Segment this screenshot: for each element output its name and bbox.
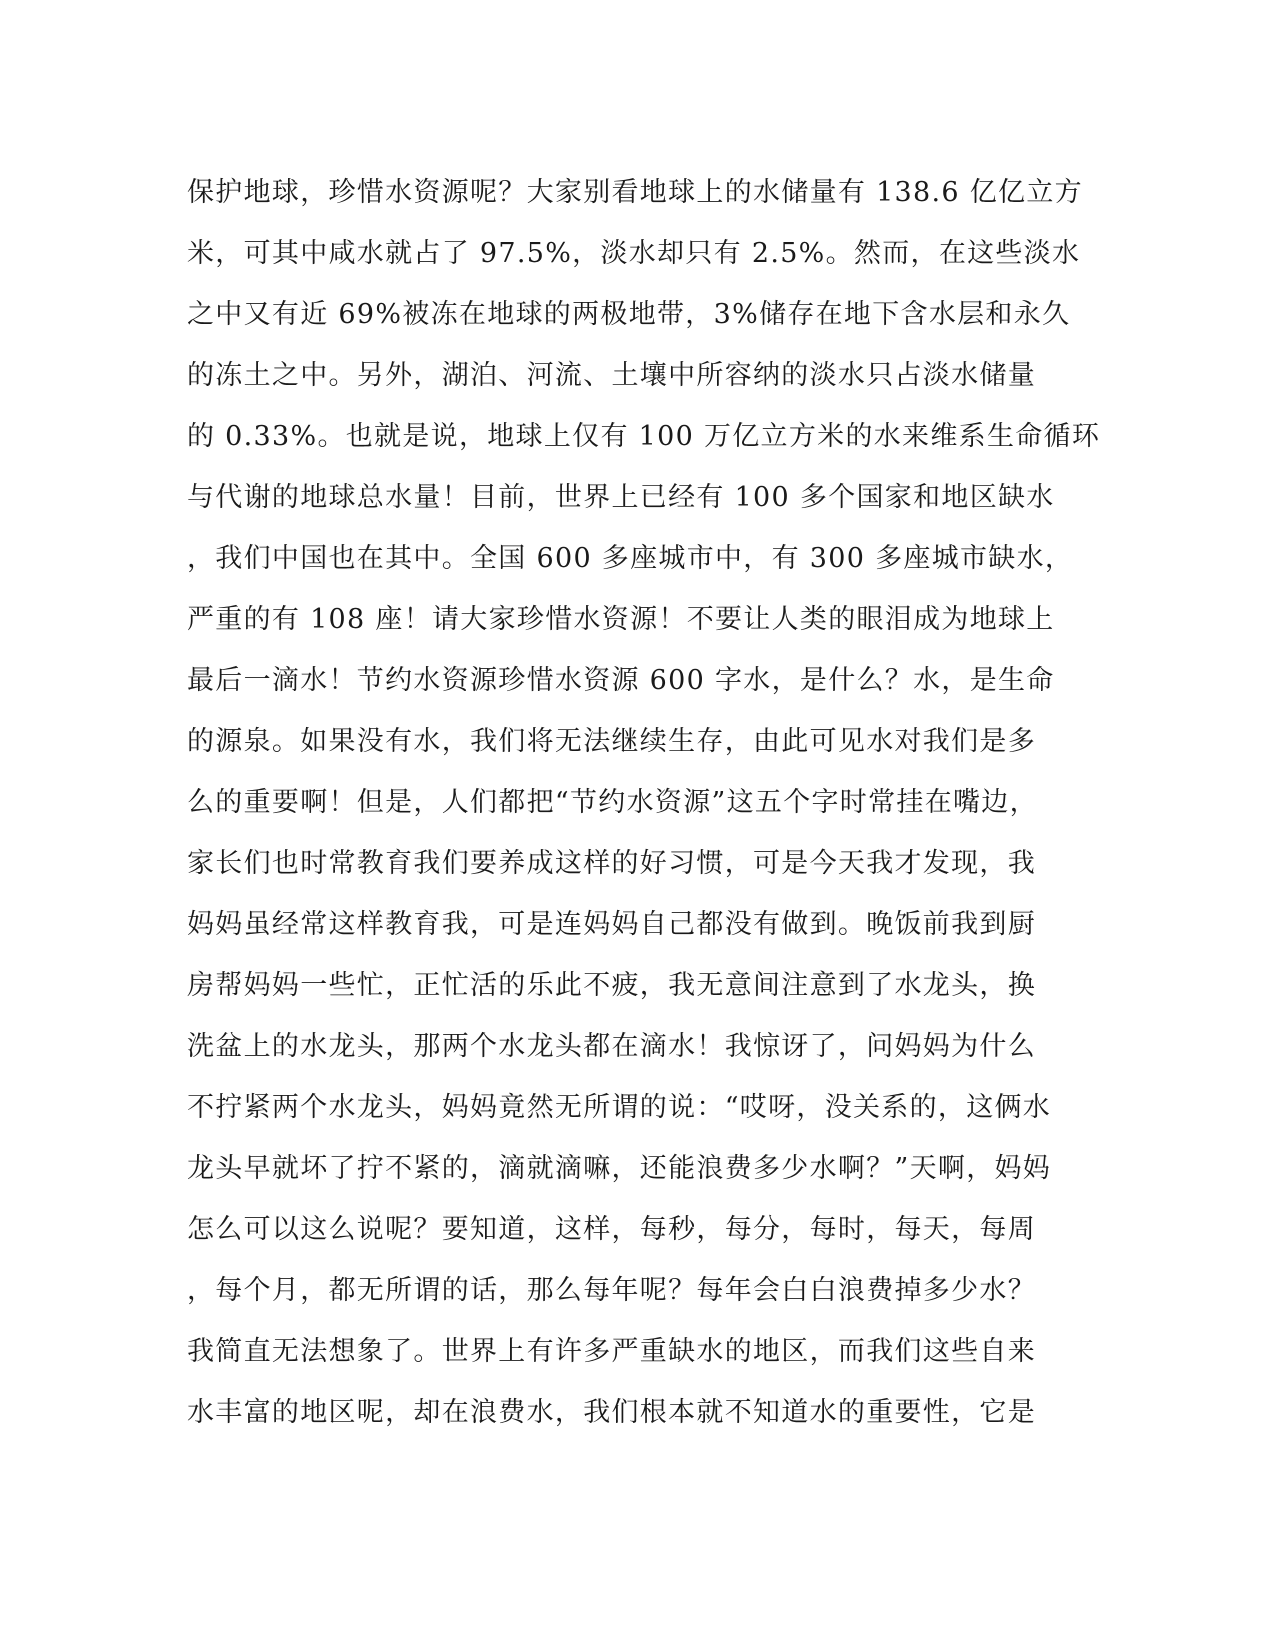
text-line: 保护地球，珍惜水资源呢？大家别看地球上的水储量有 138.6 亿亿立方 [187, 177, 1083, 208]
text-line: 之中又有近 69%被冻在地球的两极地带，3%储存在地下含水层和永久 [187, 299, 1071, 330]
text-line: ，我们中国也在其中。全国 600 多座城市中，有 300 多座城市缺水， [187, 543, 1074, 574]
text-line: 水丰富的地区呢，却在浪费水，我们根本就不知道水的重要性，它是 [187, 1397, 1036, 1428]
text-line: ，每个月，都无所谓的话，那么每年呢？每年会白白浪费掉多少水？ [187, 1275, 1036, 1306]
text-line: 与代谢的地球总水量！目前，世界上已经有 100 多个国家和地区缺水 [187, 482, 1055, 513]
text-line: 的 0.33%。也就是说，地球上仅有 100 万亿立方米的水来维系生命循环 [187, 421, 1101, 452]
text-line: 的冻土之中。另外，湖泊、河流、土壤中所容纳的淡水只占淡水储量 [187, 360, 1036, 391]
text-line: 怎么可以这么说呢？要知道，这样，每秒，每分，每时，每天，每周 [187, 1214, 1036, 1245]
text-line: 不拧紧两个水龙头，妈妈竟然无所谓的说：“哎呀，没关系的，这俩水 [187, 1092, 1052, 1123]
text-line: 洗盆上的水龙头，那两个水龙头都在滴水！我惊讶了，问妈妈为什么 [187, 1031, 1036, 1062]
text-line: 龙头早就坏了拧不紧的，滴就滴嘛，还能浪费多少水啊？”天啊，妈妈 [187, 1153, 1052, 1184]
text-line: 的源泉。如果没有水，我们将无法继续生存，由此可见水对我们是多 [187, 726, 1036, 757]
text-line: 么的重要啊！但是，人们都把“节约水资源”这五个字时常挂在嘴边， [187, 787, 1038, 818]
body-text [187, 162, 1101, 1443]
text-line: 房帮妈妈一些忙，正忙活的乐此不疲，我无意间注意到了水龙头，换 [187, 970, 1036, 1001]
text-line: 严重的有 108 座！请大家珍惜水资源！不要让人类的眼泪成为地球上 [187, 604, 1055, 635]
text-line: 我简直无法想象了。世界上有许多严重缺水的地区，而我们这些自来 [187, 1336, 1036, 1367]
text-line: 妈妈虽经常这样教育我，可是连妈妈自己都没有做到。晚饭前我到厨 [187, 909, 1036, 940]
text-line: 米，可其中咸水就占了 97.5%，淡水却只有 2.5%。然而，在这些淡水 [187, 238, 1081, 269]
text-line: 最后一滴水！节约水资源珍惜水资源 600 字水，是什么？水，是生命 [187, 665, 1055, 696]
text-line: 家长们也时常教育我们要养成这样的好习惯，可是今天我才发现，我 [187, 848, 1036, 879]
